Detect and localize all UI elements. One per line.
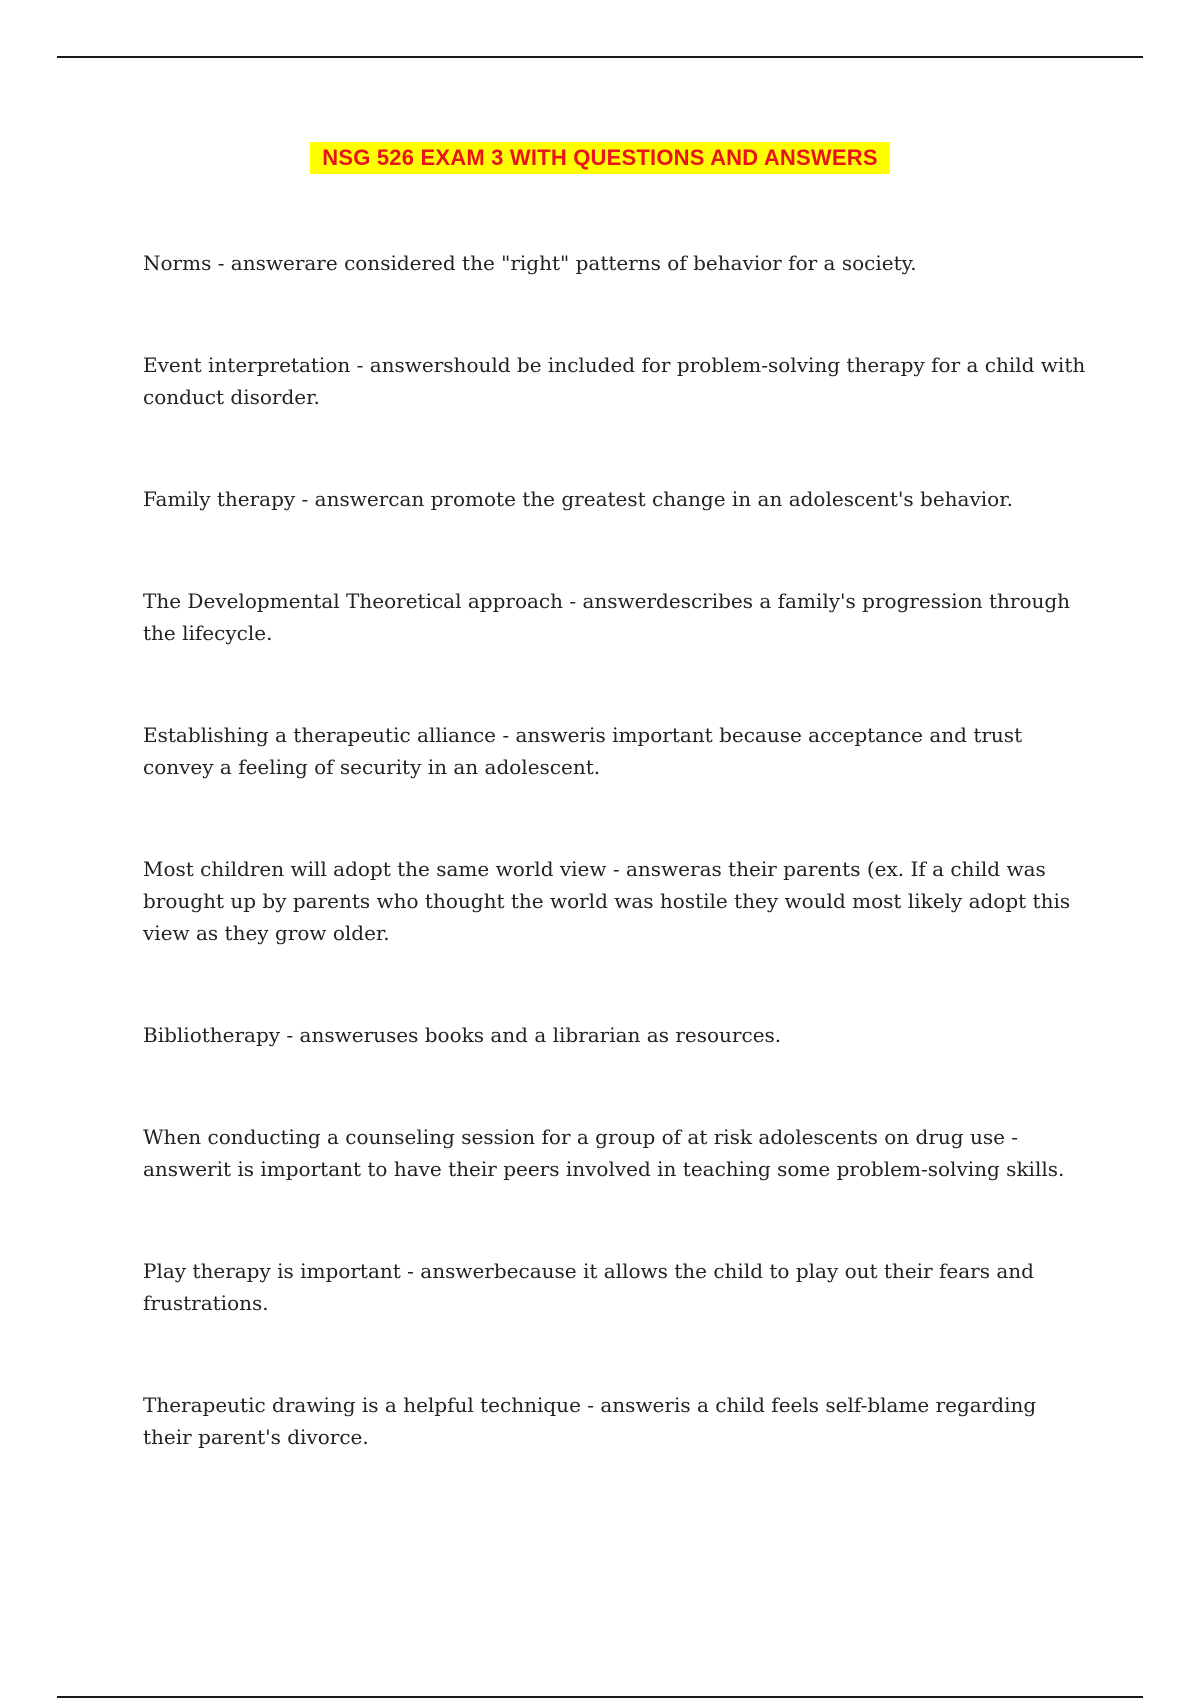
qa-entry: When conducting a counseling session for a group of at risk adolescents on drug use - answerit is important to have their peers involved in teaching some problem-solving skills. bbox=[143, 1125, 1065, 1181]
top-rule bbox=[57, 56, 1143, 58]
qa-entry: Most children will adopt the same world view - answeras their parents (ex. If a child was brought up by parents who thought the world was hostile they would most likely adopt this view as they grow older. bbox=[143, 857, 1071, 945]
qa-entry: Establishing a therapeutic alliance - answeris important because acceptance and trust convey a feeling of security in an adolescent. bbox=[143, 723, 1023, 779]
qa-entry: Bibliotherapy - answeruses books and a librarian as resources. bbox=[143, 1023, 782, 1047]
title-container bbox=[0, 142, 1200, 174]
qa-entry: Family therapy - answercan promote the greatest change in an adolescent's behavior. bbox=[143, 487, 1013, 511]
qa-entry: The Developmental Theoretical approach - answerdescribes a family's progression through the lifecycle. bbox=[143, 589, 1071, 645]
qa-list bbox=[143, 247, 1088, 1523]
qa-entry: Event interpretation - answershould be included for problem-solving therapy for a child with conduct disorder. bbox=[143, 353, 1086, 409]
document-title: NSG 526 EXAM 3 WITH QUESTIONS AND ANSWERS bbox=[310, 142, 889, 174]
bottom-rule bbox=[57, 1696, 1143, 1698]
qa-entry: Play therapy is important - answerbecause it allows the child to play out their fears and frustrations. bbox=[143, 1259, 1034, 1315]
qa-entry: Norms - answerare considered the "right" patterns of behavior for a society. bbox=[143, 251, 917, 275]
qa-entry: Therapeutic drawing is a helpful technique - answeris a child feels self-blame regarding their parent's divorce. bbox=[143, 1393, 1037, 1449]
